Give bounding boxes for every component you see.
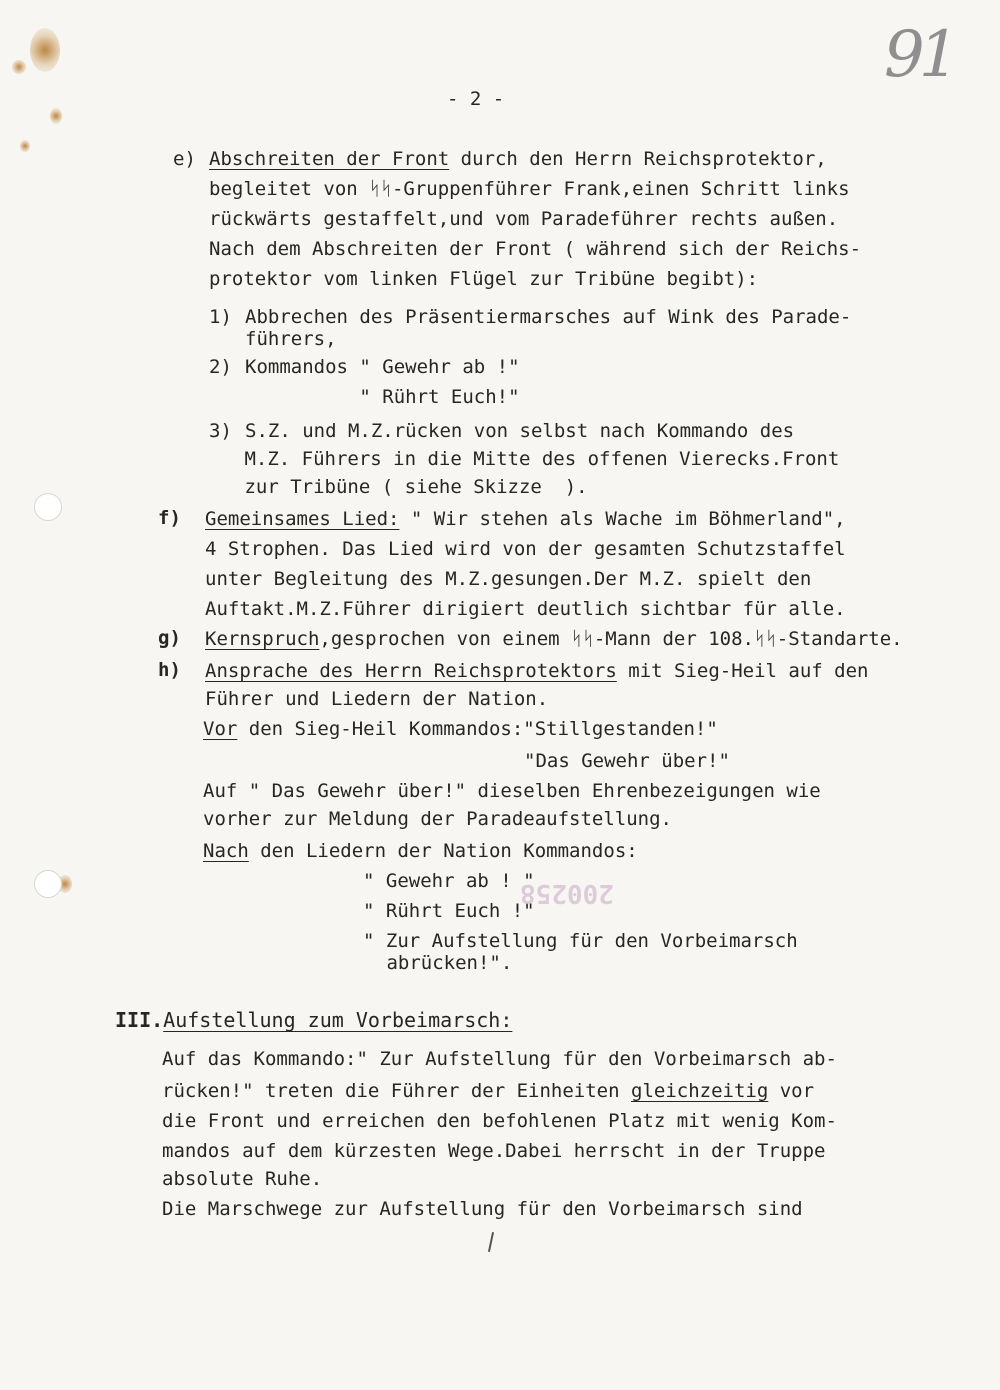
section-iii-line-5: absolute Ruhe.	[162, 1168, 323, 1190]
page-number: - 2 -	[447, 88, 505, 110]
section-h-nach-line: Nach den Liedern der Nation Kommandos:	[203, 840, 638, 862]
section-f-line-1: Gemeinsames Lied: " Wir stehen als Wache im Böhmerland",	[205, 508, 846, 530]
section-h-line-2: Führer und Liedern der Nation.	[205, 688, 549, 710]
section-e-line-3: rückwärts gestaffelt,und vom Paradeführer rechts außen.	[209, 208, 839, 230]
item-3-line-2: M.Z. Führers in die Mitte des offenen Vierecks.Front	[233, 448, 840, 470]
section-g-marker: g)	[158, 627, 181, 649]
section-h-vor-line-2: "Das Gewehr über!"	[524, 750, 730, 772]
section-e-line-2: begleitet von ᛋᛋ-Gruppenführer Frank,einen Schritt links	[209, 178, 850, 200]
section-h-vor-line: Vor den Sieg-Heil Kommandos:"Stillgestanden!"	[203, 718, 718, 740]
folio-number: 91	[884, 18, 954, 92]
rust-stain	[20, 140, 30, 152]
section-e-line-5: protektor vom linken Flügel zur Tribüne begibt):	[209, 268, 759, 290]
item-3-line-3: zur Tribüne ( siehe Skizze ).	[233, 476, 588, 498]
item-2-line-2: " Rührt Euch!"	[245, 386, 520, 408]
item-2-num: 2)	[209, 356, 232, 378]
vor-word: Vor	[203, 718, 238, 740]
section-e-heading: Abschreiten der Front	[209, 148, 450, 170]
section-h-auf-line-2: vorher zur Meldung der Paradeaufstellung.	[203, 808, 672, 830]
section-iii-line-1: Auf das Kommando:" Zur Aufstellung für den Vorbeimarsch ab-	[162, 1048, 837, 1070]
rust-stain	[12, 60, 26, 74]
punch-hole	[34, 870, 62, 898]
section-e-marker: e)	[173, 148, 196, 170]
section-f-line-2: 4 Strophen. Das Lied wird von der gesamten Schutzstaffel	[205, 538, 846, 560]
section-h-auf-line-1: Auf " Das Gewehr über!" dieselben Ehrenbezeigungen wie	[203, 780, 821, 802]
section-iii-heading: Aufstellung zum Vorbeimarsch:	[163, 1008, 513, 1032]
rust-stain	[30, 28, 60, 72]
section-iii-line-6: Die Marschwege zur Aufstellung für den Vorbeimarsch sind	[162, 1198, 803, 1220]
archive-stamp: 200258	[520, 878, 614, 908]
section-f-line-3: unter Begleitung des M.Z.gesungen.Der M.Z. spielt den	[205, 568, 812, 590]
command-1: " Gewehr ab ! "	[363, 870, 535, 892]
item-3-line-1: S.Z. und M.Z.rücken von selbst nach Kommando des	[245, 420, 795, 442]
section-e-line-1: Abschreiten der Front durch den Herrn Reichsprotektor,	[209, 148, 827, 170]
section-h-heading: Ansprache des Herrn Reichsprotektors	[205, 660, 617, 682]
section-iii-numeral: III.	[115, 1008, 164, 1032]
section-iii-line	[115, 1008, 512, 1032]
item-2-line-1: Kommandos " Gewehr ab !"	[245, 356, 520, 378]
item-1-num: 1)	[209, 306, 232, 328]
pencil-mark	[488, 1232, 494, 1252]
rust-stain	[50, 108, 62, 124]
section-g-line-1: Kernspruch,gesprochen von einem ᛋᛋ-Mann der 108.ᛋᛋ-Standarte.	[205, 628, 903, 650]
section-f-heading: Gemeinsames Lied:	[205, 508, 400, 530]
command-3-line-2: abrücken!".	[375, 952, 513, 974]
section-iii-line-2: rücken!" treten die Führer der Einheiten gleichzeitig vor	[162, 1080, 815, 1102]
section-e-line-4: Nach dem Abschreiten der Front ( während sich der Reichs-	[209, 238, 862, 260]
item-1-line-1: Abbrechen des Präsentiermarsches auf Wink des Parade-	[245, 306, 852, 328]
section-f-marker: f)	[158, 507, 181, 529]
nach-word: Nach	[203, 840, 249, 862]
section-f-line-4: Auftakt.M.Z.Führer dirigiert deutlich sichtbar für alle.	[205, 598, 846, 620]
item-3-num: 3)	[209, 420, 232, 442]
command-2: " Rührt Euch !"	[363, 900, 535, 922]
gleichzeitig-emphasis: gleichzeitig	[631, 1080, 769, 1102]
section-h-line-1: Ansprache des Herrn Reichsprotektors mit Sieg-Heil auf den	[205, 660, 869, 682]
command-3-line-1: " Zur Aufstellung für den Vorbeimarsch	[363, 930, 798, 952]
section-iii-line-3: die Front und erreichen den befohlenen Platz mit wenig Kom-	[162, 1110, 837, 1132]
section-iii-line-4: mandos auf dem kürzesten Wege.Dabei herrscht in der Truppe	[162, 1140, 826, 1162]
punch-hole	[34, 493, 62, 521]
item-1-line-2: führers,	[245, 328, 337, 350]
section-g-heading: Kernspruch	[205, 628, 320, 650]
section-h-marker: h)	[158, 659, 181, 681]
